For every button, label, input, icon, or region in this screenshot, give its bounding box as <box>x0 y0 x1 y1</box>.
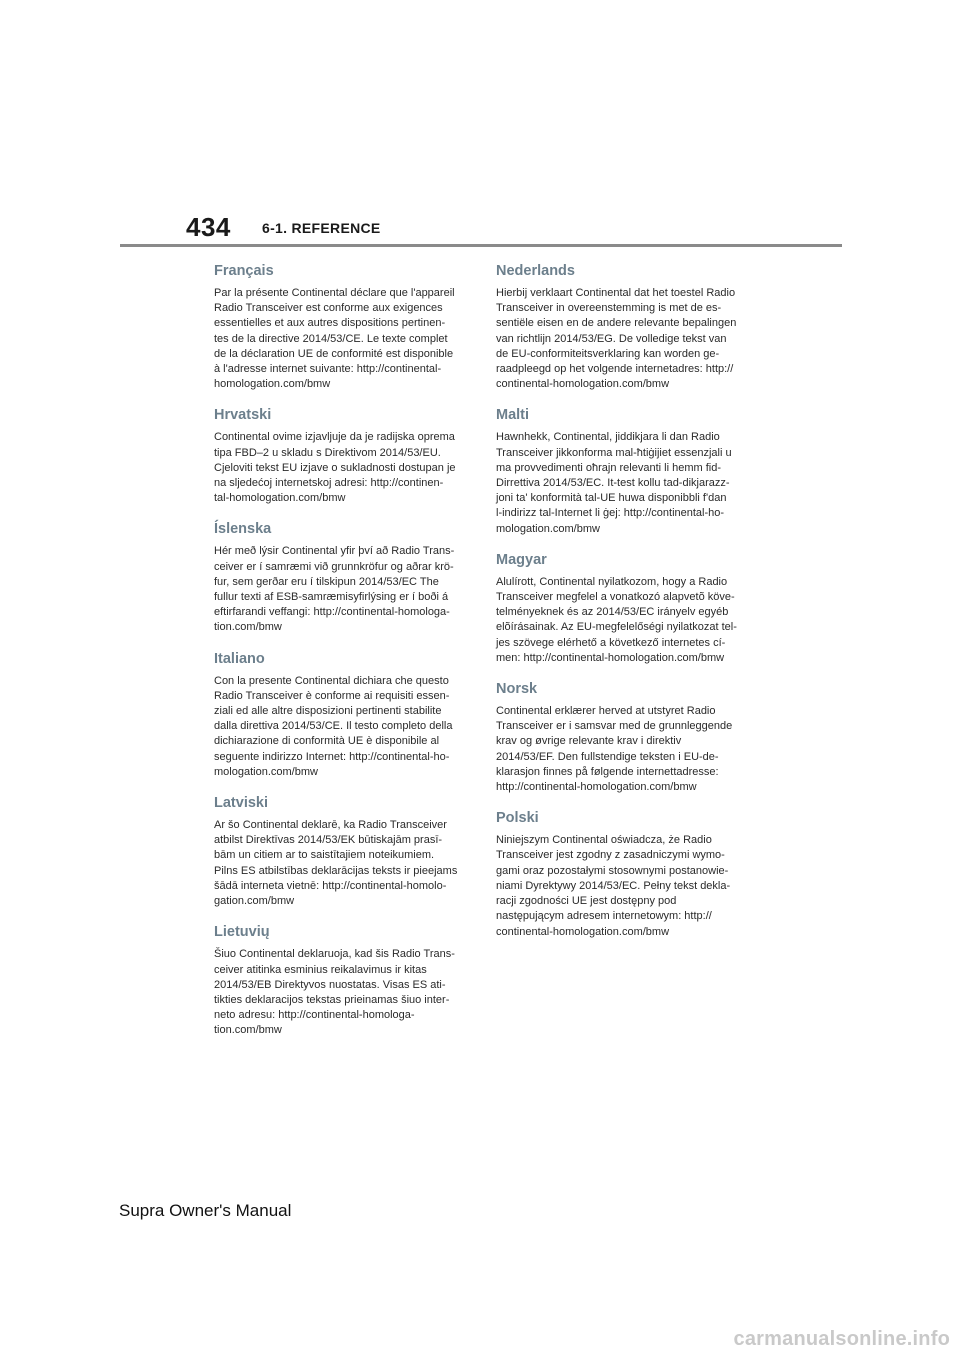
lang-block-latviski <box>214 794 466 909</box>
lang-heading: Norsk <box>496 681 538 698</box>
lang-heading: Français <box>214 263 274 279</box>
lang-text: Hér með lýsir Continental yfir því að Radio Trans- ceiver er í samræmi við grunnkröfur og aðrar krö- fur, sem gerðar eru í tilskipun 2014/53/EC The fullur texti af ESB-samræmisyfirlýsing er í boði á eftirfarandi veffangi: http://continental-homologa- tion.com/bmw <box>214 545 455 634</box>
lang-text: Alulírott, Continental nyilatkozom, hogy a Radio Transceiver megfelel a vonatkozó alapvetõ köve- telményeknek és az 2014/53/EC irányelv egyéb elõírásainak. Az EU-megfelelőségi nyilatkozat tel- jes szövege elérhető a következő internetes cí- men: http://continental-homologation.com/bmw <box>496 575 737 664</box>
lang-block-hrvatski <box>214 406 466 506</box>
lang-heading: Hrvatski <box>214 407 272 424</box>
lang-heading: Italiano <box>214 650 265 667</box>
lang-heading: Polski <box>496 810 539 827</box>
lang-text: Par la présente Continental déclare que l'appareil Radio Transceiver est conforme aux exigences essentielles et aux autres dispositions pertinen- tes de la directive 2014/53/CE. Le texte complet de la déclaration UE de conformité est disponible à l'adresse internet suivante: http://continental- homologation.com/bmw <box>214 287 455 391</box>
lang-block-norsk <box>496 680 748 795</box>
lang-heading: Íslenska <box>214 521 272 538</box>
lang-text: Ar šo Continental deklarē, ka Radio Transceiver atbilst Direktīvas 2014/53/EK būtiskajām prasī- bām un citiem ar to saistītajiem noteikumiem. Pilns ES atbilstības deklarācijas teksts ir pieejams šādā interneta vietnē: http://continental-homolo- gation.com/bmw <box>214 819 458 908</box>
lang-text: Continental erklærer herved at utstyret Radio Transceiver er i samsvar med de grunnleggende krav og øvrige relevante krav i direktiv 2014/53/EF. Den fullstendige teksten i EU-de- klarasjon finnes på følgende internettadresse: http://continental-homologation.com/bmw <box>496 705 733 794</box>
lang-block-magyar <box>496 551 748 666</box>
lang-heading: Latviski <box>214 795 268 812</box>
lang-heading: Nederlands <box>496 263 575 279</box>
lang-heading: Malti <box>496 407 530 424</box>
watermark: carmanualsonline.info <box>733 1328 950 1350</box>
right-column <box>496 262 748 954</box>
lang-block-italiano <box>214 650 466 780</box>
lang-block-polski <box>496 809 748 939</box>
header-rule <box>120 244 842 247</box>
page-number: 434 <box>186 212 231 242</box>
lang-block-lietuviu <box>214 923 466 1038</box>
lang-text: Šiuo Continental deklaruoja, kad šis Radio Trans- ceiver atitinka esminius reikalavimus ir kitas 2014/53/EB Direktyvos nuostatas. Visas ES ati- tikties deklaracijos tekstas prieinamas šiuo inter- neto adresu: http://continental-homologa- tion.com/bmw <box>214 948 455 1037</box>
lang-block-islenska <box>214 520 466 635</box>
lang-text: Hierbij verklaart Continental dat het toestel Radio Transceiver in overeenstemming is met de es- sentiële eisen en de andere relevante bepalingen van richtlijn 2014/53/EG. De volledige tekst van de EU-conformiteitsverklaring kan worden ge- raadpleegd op het volgende internetadres: http:// continental-homologation.com/bmw <box>496 287 737 391</box>
lang-text: Continental ovime izjavljuje da je radijska oprema tipa FBD–2 u skladu s Direktivom 2014/53/EU. Cjeloviti tekst EU izjave o sukladnosti dostupan je na sljedećoj internetskoj adresi: http://continen- tal-homologation.com/bmw <box>214 431 456 505</box>
lang-block-nederlands <box>496 262 748 392</box>
manual-title: Supra Owner's Manual <box>119 1201 292 1220</box>
left-column <box>214 262 466 1053</box>
lang-block-francais <box>214 262 466 392</box>
lang-text: Hawnhekk, Continental, jiddikjara li dan Radio Transceiver jikkonforma mal-ħtiġijiet essenzjali u ma provvedimenti oħrajn relevanti li hemm fid- Dirrettiva 2014/53/EC. It-test kollu tad-dikjarazz- joni ta' konformità tal-UE huwa disponibbli f'dan l-indirizz tal-Internet li ġej: http://continental-ho- mologation.com/bmw <box>496 431 732 535</box>
lang-text: Niniejszym Continental oświadcza, że Radio Transceiver jest zgodny z zasadniczymi wymo- gami oraz pozostałymi stosownymi postanowie- niami Dyrektywy 2014/53/EC. Pełny tekst dekla- racji zgodności UE jest dostępny pod następującym adresem internetowym: http:// continental-homologation.com/bmw <box>496 834 731 938</box>
lang-heading: Lietuvių <box>214 924 270 941</box>
section-title: 6-1. REFERENCE <box>262 220 381 236</box>
lang-block-malti <box>496 406 748 536</box>
lang-heading: Magyar <box>496 551 547 568</box>
lang-text: Con la presente Continental dichiara che questo Radio Transceiver è conforme ai requisiti essen- ziali ed alle altre disposizioni pertinenti stabilite dalla direttiva 2014/53/CE. Il testo completo della dichiarazione di conformità UE è disponibile al seguente indirizzo Internet: http://continental-ho- mologation.com/bmw <box>214 674 453 778</box>
